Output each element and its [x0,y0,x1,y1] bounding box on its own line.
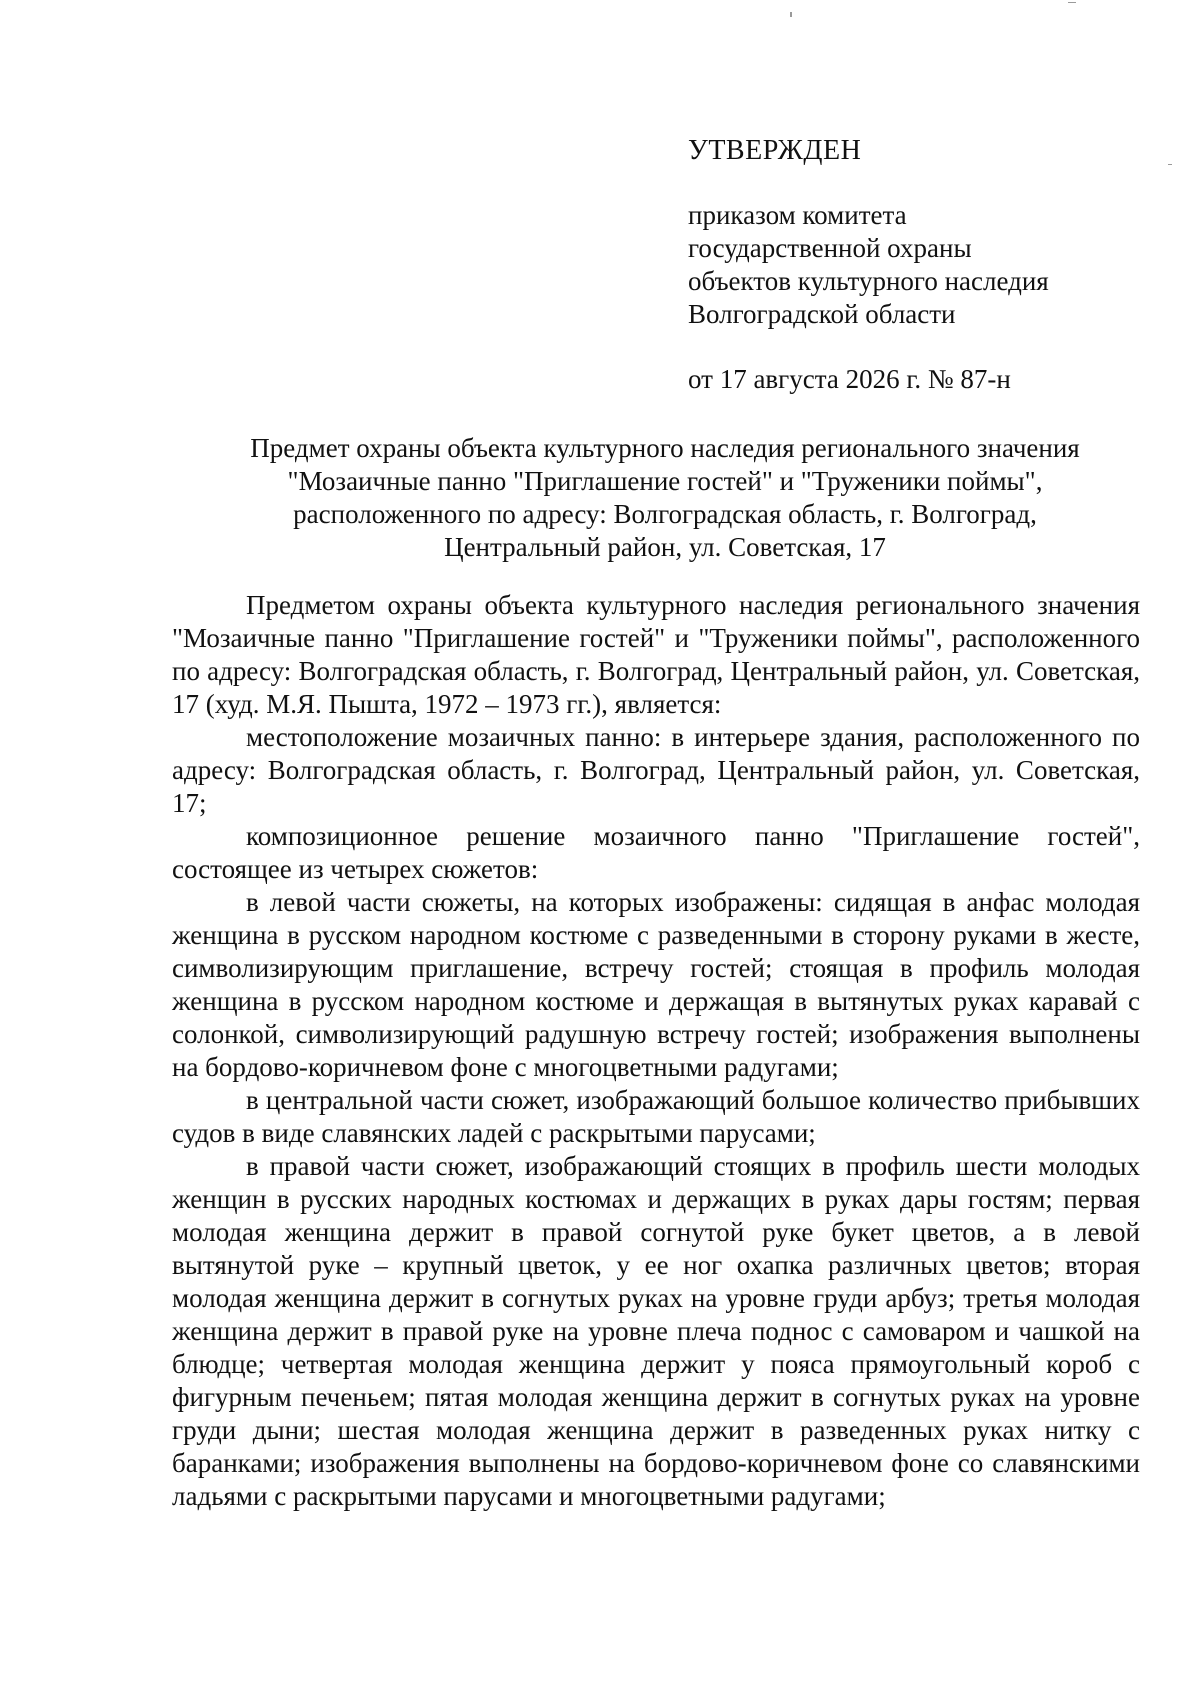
approval-title: УТВЕРЖДЕН [688,135,862,166]
scan-speck-top [790,12,792,17]
body-paragraph: в правой части сюжет, изображающий стоящих в профиль шести молодых женщин в русских народных костюмах и держащих в руках дары гостям; первая молодая женщина держит в правой согнутой руке букет цветов, а в левой вытянутой руке – крупный цветок, у ее ног охапка различных цветов; вторая молодая женщина держит в согнутых руках на уровне груди арбуз; третья молодая женщина держит в правой руке на уровне плеча поднос с самоваром и чашкой на блюдце; четвертая молодая женщина держит у пояса прямоугольный короб с фигурным печеньем; пятая молодая женщина держит в согнутых руках на уровне груди дыни; шестая молодая женщина держит в разведенных руках нитку с баранками; изображения выполнены на бордово-коричневом фоне со славянскими ладьями с раскрытыми парусами и многоцветными радугами; [172,1151,1140,1511]
body-paragraph: местоположение мозаичных панно: в интерьере здания, расположенного по адресу: Волгоградская область, г. Волгоград, Центральный район, ул. Советская, 17; [172,722,1140,818]
approval-line: Волгоградской области [688,299,956,329]
scan-speck-top-right [1068,2,1076,3]
document-title [170,432,1160,564]
title-line: Предмет охраны объекта культурного наследия регионального значения [250,433,1080,463]
title-line: Центральный район, ул. Советская, 17 [444,532,886,562]
approval-block [688,134,1158,396]
scan-speck-right [1168,164,1172,165]
approval-line: приказом комитета [688,200,907,230]
document-body [172,589,1140,1513]
approval-line: объектов культурного наследия [688,266,1049,296]
body-paragraph: в центральной части сюжет, изображающий большое количество прибывших судов в виде славянских ладей с раскрытыми парусами; [172,1085,1140,1148]
body-paragraph: Предметом охраны объекта культурного наследия регионального значения "Мозаичные панно "Приглашение гостей" и "Труженики поймы", расположенного по адресу: Волгоградская область, г. Волгоград, Центральный район, ул. Советская, 17 (худ. М.Я. Пышта, 1972 – 1973 гг.), является: [172,590,1140,719]
body-paragraph: композиционное решение мозаичного панно "Приглашение гостей", состоящее из четырех сюжетов: [172,821,1140,884]
body-paragraph: в левой части сюжеты, на которых изображены: сидящая в анфас молодая женщина в русском народном костюме с разведенными в сторону руками в жесте, символизирующим приглашение, встречу гостей; стоящая в профиль молодая женщина в русском народном костюме и держащая в вытянутых руках каравай с солонкой, символизирующий радушную встречу гостей; изображения выполнены на бордово-коричневом фоне с многоцветными радугами; [172,887,1140,1082]
approval-line: государственной охраны [688,233,972,263]
approval-date: от 17 августа 2026 г. № 87-н [688,364,1011,394]
title-line: расположенного по адресу: Волгоградская область, г. Волгоград, [293,499,1037,529]
title-line: "Мозаичные панно "Приглашение гостей" и "Труженики поймы", [287,466,1043,496]
